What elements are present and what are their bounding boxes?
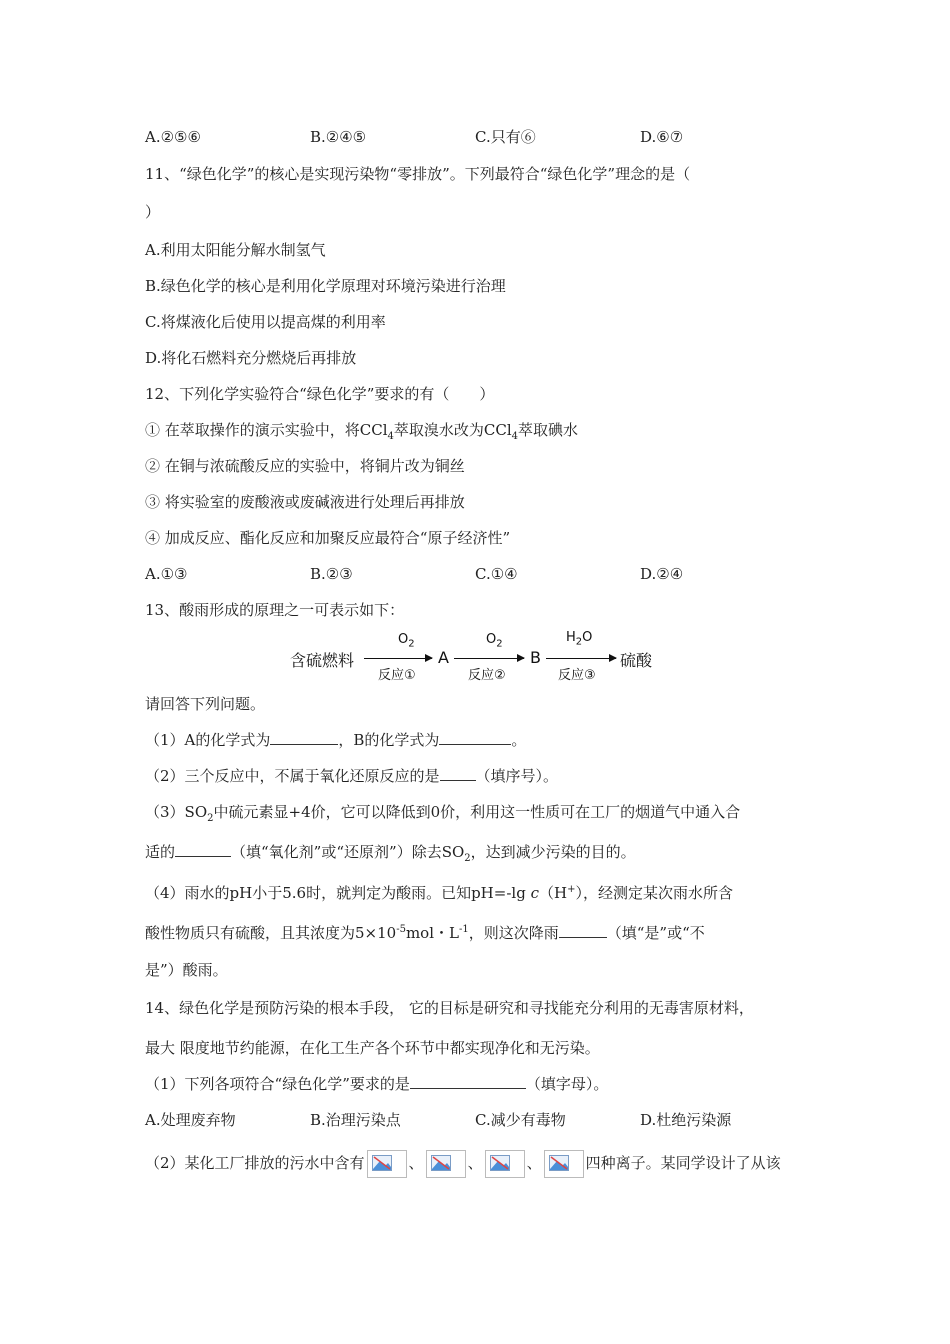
q10-option-a: A.②⑤⑥ [145,128,201,146]
scheme-reaction-2: 反应② [468,668,506,683]
q14-part-1: （1）下列各项符合“绿色化学”要求的是 （填字母）。 [145,1075,609,1093]
answer-blank[interactable] [410,1074,526,1089]
q12-item-4: ④ 加成反应、酯化反应和加聚反应最符合“原子经济性” [145,529,511,547]
q13-intro: 请回答下列问题。 [145,695,266,713]
q12-option-a: A.①③ [145,565,188,583]
broken-image-icon [544,1150,584,1178]
q12-option-d: D.②④ [640,565,684,583]
q13-stem: 13、酸雨形成的原理之一可表示如下： [145,601,405,619]
scheme-arrow-1 [364,658,432,659]
q13-part-3-line-1: $(3)SO_2$中硫元素显+4价，它可以降低到0价，利用这一性质可在工厂的烟道气中通入合 [145,803,741,824]
scheme-reaction-3: 反应③ [558,668,596,683]
acid-rain-scheme [290,630,670,686]
q12-option-b: B.②③ [310,565,353,583]
q11-option-c: C.将煤液化后使用以提高煤的利用率 [145,313,386,331]
q14-part-2: （2）某化工厂排放的污水中含有 、 、 、 四种离子。某同学设计了从该 [145,1148,781,1178]
scheme-arrow-3 [546,658,616,659]
answer-blank[interactable] [270,730,338,745]
answer-blank[interactable] [440,766,476,781]
q10-option-c: C.只有⑥ [475,128,536,146]
scheme-reagent-3: $H_2O$ [566,630,593,648]
broken-image-icon [367,1150,407,1178]
broken-image-icon [485,1150,525,1178]
q13-part-3-line-2: 适的 （填“氧化剂”或“还原剂”）除去$SO_2$，达到减少污染的目的。 [145,843,636,864]
q14-option-b: B.治理污染点 [310,1111,401,1129]
broken-image-icon [426,1150,466,1178]
scheme-reagent-2: $O_2$ [486,632,503,650]
q11-option-a: A.利用太阳能分解水制氢气 [145,241,326,259]
q14-stem-line-2: 最大 限度地节约能源，在化工生产各个环节中都实现净化和无污染。 [145,1039,600,1057]
q13-part-1: （1）A的化学式为 ，B的化学式为 。 [145,731,527,749]
q14-stem-line-1: 14、绿色化学是预防污染的根本手段， 它的目标是研究和寻找能充分利用的无毒害原材料， [145,999,754,1017]
q11-option-d: D.将化石燃料充分燃烧后再排放 [145,349,357,367]
q14-option-c: C.减少有毒物 [475,1111,566,1129]
q13-part-4-line-3: 是”）酸雨。 [145,961,228,979]
scheme-reagent-1: $O_2$ [398,632,415,650]
q12-item-2: ② 在铜与浓硫酸反应的实验中，将铜片改为铜丝 [145,457,465,475]
answer-blank[interactable] [559,923,607,938]
scheme-reaction-1: 反应① [378,668,416,683]
q10-option-b: B.②④⑤ [310,128,367,146]
q11-option-b: B.绿色化学的核心是利用化学原理对环境污染进行治理 [145,277,506,295]
answer-blank[interactable] [175,842,231,857]
q10-option-d: D.⑥⑦ [640,128,684,146]
q12-item-1: ① 在萃取操作的演示实验中，将CCl$_4$萃取溴水改为CCl$_4$萃取碘水 [145,421,579,442]
q12-stem: 12、下列化学实验符合“绿色化学”要求的有（ ） [145,385,495,403]
q13-part-4-line-1: （4）雨水的pH小于5.6时，就判定为酸雨。已知pH=-lg c（H+），经测定某次雨水所含 [145,884,733,902]
scheme-product-b: B [530,648,541,667]
scheme-product-a: A [438,648,449,667]
answer-blank[interactable] [439,730,511,745]
q13-part-4-line-2: 酸性物质只有硫酸，且其浓度为$5\times 10^{-5}mol$・$L^{-1}$，则这次降雨 （填“是”或“不 [145,924,705,942]
q12-option-c: C.①④ [475,565,518,583]
scheme-end: 硫酸 [620,651,653,670]
q12-item-3: ③ 将实验室的废酸液或废碱液进行处理后再排放 [145,493,465,511]
q14-option-a: A.处理废弃物 [145,1111,236,1129]
q11-stem: 11、“绿色化学”的核心是实现污染物“零排放”。下列最符合“绿色化学”理念的是（ [145,165,691,183]
scheme-arrow-2 [454,658,524,659]
scheme-start: 含硫燃料 [290,651,355,670]
q14-option-d: D.杜绝污染源 [640,1111,732,1129]
q11-stem-end: ） [145,203,161,221]
q13-part-2: （2）三个反应中，不属于氧化还原反应的是 （填序号）。 [145,767,559,785]
